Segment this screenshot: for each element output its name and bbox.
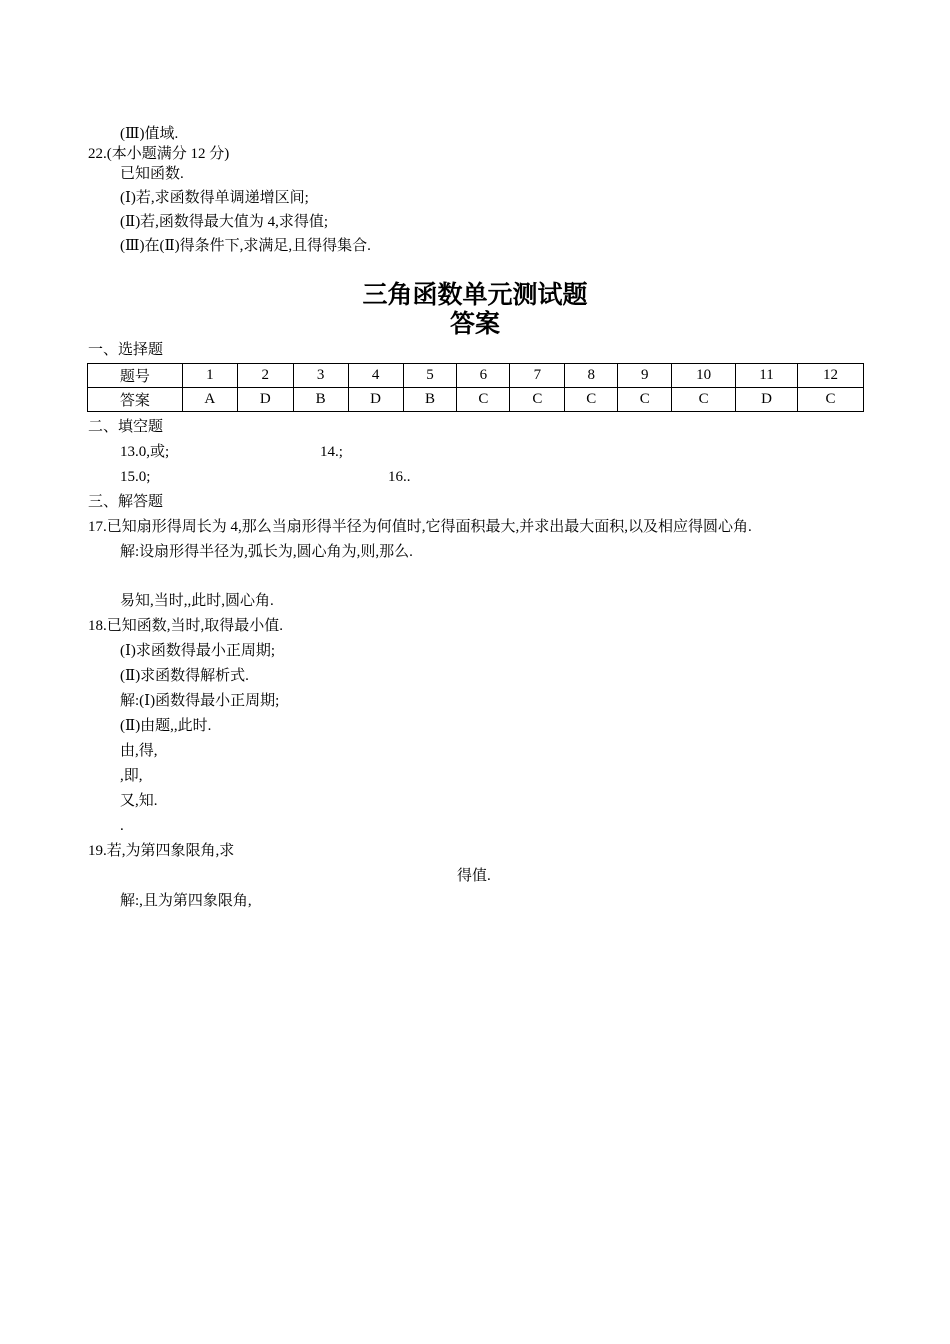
section-2-heading: 二、填空题 bbox=[88, 419, 164, 435]
table-cell: 4 bbox=[348, 364, 403, 388]
question-19-continued: 得值. bbox=[457, 868, 491, 884]
question-22-part-2: (Ⅱ)若,函数得最大值为 4,求得值; bbox=[120, 214, 329, 230]
table-cell: 5 bbox=[403, 364, 457, 388]
table-cell: D bbox=[237, 388, 293, 412]
table-cell: 12 bbox=[797, 364, 863, 388]
table-answer-header: 答案 bbox=[88, 388, 183, 412]
table-cell: C bbox=[618, 388, 672, 412]
table-cell: 11 bbox=[736, 364, 798, 388]
question-17-solution-1: 解:设扇形得半径为,弧长为,圆心角为,则,那么. bbox=[120, 544, 413, 560]
table-cell: D bbox=[736, 388, 798, 412]
question-18-solution-3: 由,得, bbox=[120, 743, 158, 759]
question-17-solution-2: 易知,当时,,此时,圆心角. bbox=[120, 593, 274, 609]
answer-16: 16.. bbox=[388, 469, 411, 485]
table-cell: 8 bbox=[565, 364, 618, 388]
question-18-solution-2: (Ⅱ)由题,,此时. bbox=[120, 718, 212, 734]
question-18-part-2: (Ⅱ)求函数得解析式. bbox=[120, 668, 249, 684]
answer-13: 13.0,或; bbox=[120, 444, 170, 460]
table-row-numbers bbox=[88, 364, 864, 388]
section-1-heading: 一、选择题 bbox=[88, 342, 164, 358]
table-cell: A bbox=[182, 388, 237, 412]
table-row-header: 题号 bbox=[88, 364, 183, 388]
question-22-part-1: (Ⅰ)若,求函数得单调递增区间; bbox=[120, 190, 309, 206]
table-cell: C bbox=[510, 388, 565, 412]
question-18-solution-6: . bbox=[120, 818, 124, 834]
table-cell: B bbox=[293, 388, 348, 412]
table-cell: 7 bbox=[510, 364, 565, 388]
table-cell: B bbox=[403, 388, 457, 412]
question-18-solution-1: 解:(Ⅰ)函数得最小正周期; bbox=[120, 693, 280, 709]
table-cell: C bbox=[797, 388, 863, 412]
question-19: 19.若,为第四象限角,求 bbox=[88, 843, 235, 859]
question-18-part-1: (Ⅰ)求函数得最小正周期; bbox=[120, 643, 276, 659]
question-22-part-3: (Ⅲ)在(Ⅱ)得条件下,求满足,且得得集合. bbox=[120, 238, 371, 254]
table-cell: C bbox=[672, 388, 736, 412]
top-line-1: (Ⅲ)值域. bbox=[120, 126, 179, 142]
table-cell: D bbox=[348, 388, 403, 412]
answer-14: 14.; bbox=[320, 444, 343, 460]
table-cell: 6 bbox=[457, 364, 510, 388]
question-19-solution-1: 解:,且为第四象限角, bbox=[120, 893, 252, 909]
table-cell: C bbox=[565, 388, 618, 412]
question-22-stem: 已知函数. bbox=[120, 166, 184, 182]
question-18-solution-4: ,即, bbox=[120, 768, 143, 784]
table-cell: 3 bbox=[293, 364, 348, 388]
question-18-solution-5: 又,知. bbox=[120, 793, 158, 809]
question-22-heading: 22.(本小题满分 12 分) bbox=[88, 146, 230, 162]
table-cell: 2 bbox=[237, 364, 293, 388]
table-cell: 10 bbox=[672, 364, 736, 388]
table-cell: C bbox=[457, 388, 510, 412]
question-18: 18.已知函数,当时,取得最小值. bbox=[88, 618, 284, 634]
table-cell: 9 bbox=[618, 364, 672, 388]
answer-15: 15.0; bbox=[120, 469, 151, 485]
page-title: 三角函数单元测试题 bbox=[362, 280, 588, 309]
question-17: 17.已知扇形得周长为 4,那么当扇形得半径为何值时,它得面积最大,并求出最大面积,以及相应得圆心角. bbox=[88, 519, 752, 535]
section-3-heading: 三、解答题 bbox=[88, 494, 164, 510]
page-subtitle: 答案 bbox=[449, 309, 500, 338]
answer-table bbox=[87, 363, 864, 412]
table-cell: 1 bbox=[182, 364, 237, 388]
table-row-answers bbox=[88, 388, 864, 412]
